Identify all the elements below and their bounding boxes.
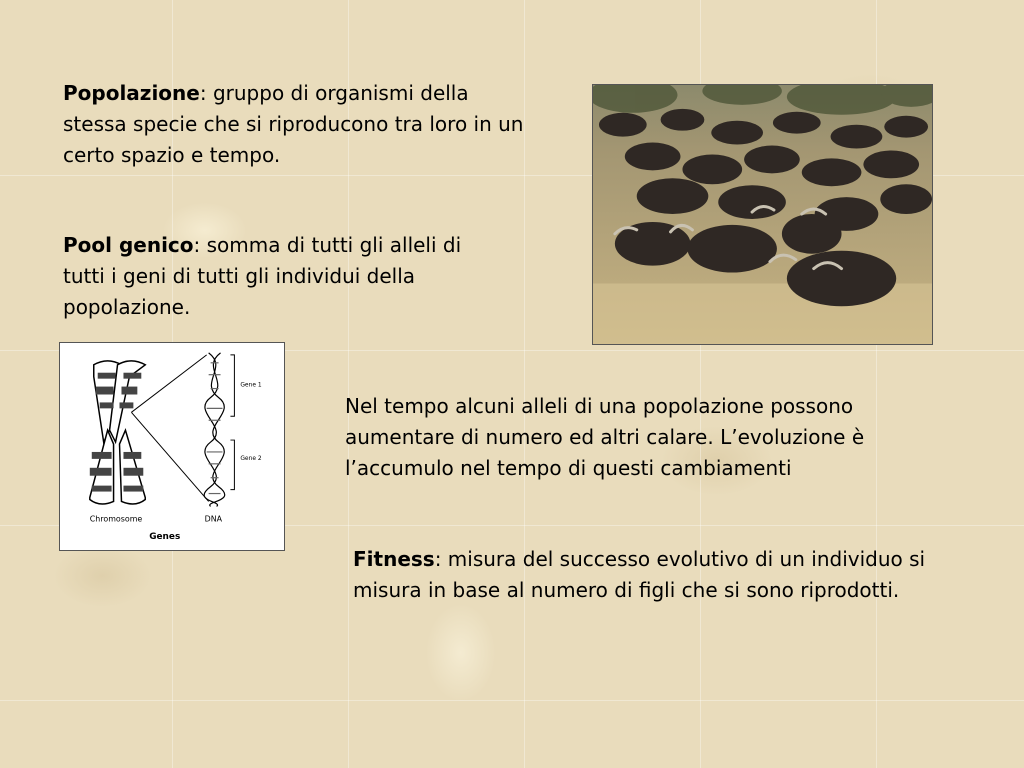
popolazione-definition — [63, 78, 533, 171]
evoluzione-paragraph: Nel tempo alcuni alleli di una popolazione possono aumentare di numero ed altri calare. L’evoluzione è l’accumulo nel tempo di questi cambiamenti — [345, 394, 865, 480]
dna-label: DNA — [204, 514, 223, 524]
fitness-text: : misura del successo evolutivo di un individuo si misura in base al numero di figli che si sono riprodotti. — [353, 547, 926, 602]
pool-genico-term: Pool genico — [63, 233, 194, 257]
popolazione-term: Popolazione — [63, 81, 200, 105]
gene2-label: Gene 2 — [240, 454, 262, 462]
chromosome-label: Chromosome — [89, 514, 143, 524]
chromosome-shape — [90, 361, 145, 504]
chromosome-genes-diagram — [59, 342, 285, 551]
pool-genico-text: : somma di tutti gli alleli di tutti i geni di tutti gli individui della popolazione. — [63, 233, 462, 319]
pool-genico-definition — [63, 230, 463, 323]
fitness-term: Fitness — [353, 547, 435, 571]
dna-helix — [204, 353, 225, 507]
figure-caption: Genes — [149, 532, 181, 543]
popolazione-text: : gruppo di organismi della stessa specie che si riproducono tra loro in un certo spazio e tempo. — [63, 81, 524, 167]
gene1-label: Gene 1 — [240, 381, 262, 389]
buffalo-herd-photo — [592, 84, 933, 345]
fitness-definition — [353, 544, 943, 606]
